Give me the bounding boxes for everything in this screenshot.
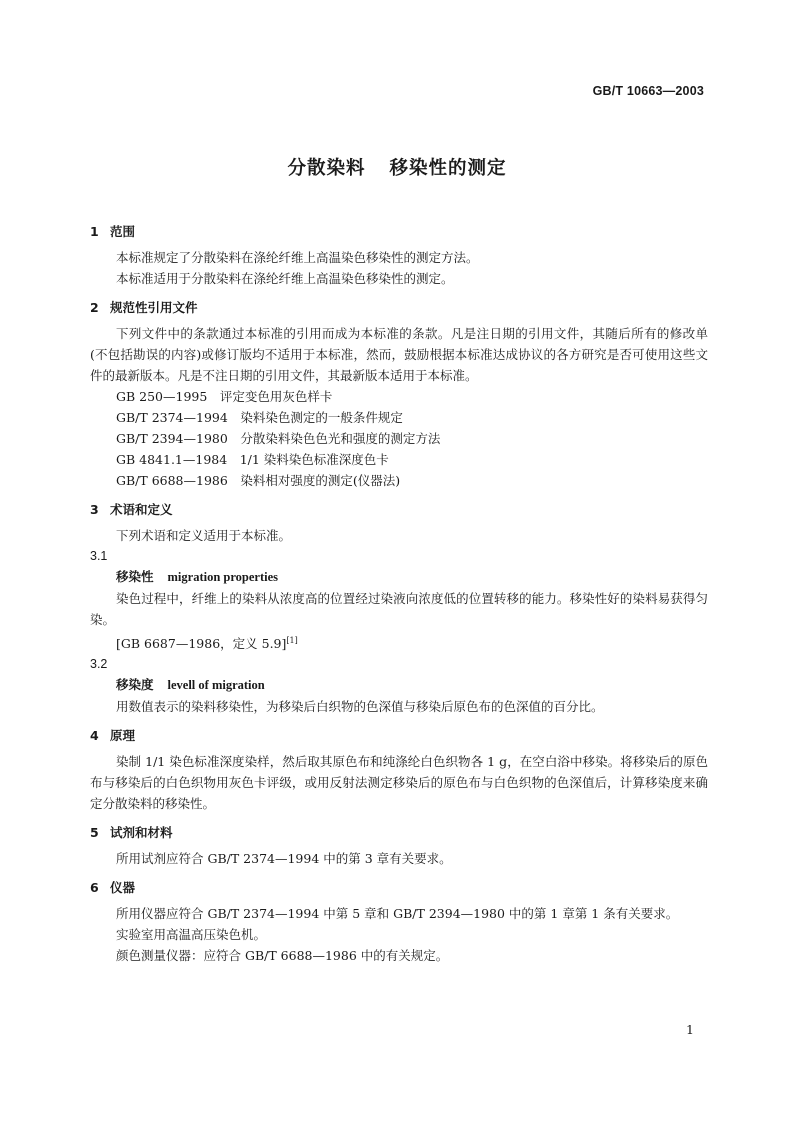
section-title: 规范性引用文件: [110, 300, 198, 315]
section-number: 5: [90, 825, 99, 841]
section-number: 3: [90, 502, 99, 517]
term-definition: 染色过程中，纤维上的染料从浓度高的位置经过染液向浓度低的位置转移的能力。移染性好的染料易获得匀染。: [90, 591, 708, 627]
term-heading: [90, 566, 708, 588]
paragraph: 本标准适用于分散染料在涤纶纤维上高温染色移染性的测定。: [116, 271, 454, 286]
term-zh: 移染性: [116, 569, 154, 584]
subclause-number: 3.2: [90, 657, 108, 672]
standard-code: GB/T 10663—2003: [592, 84, 704, 98]
term-citation: [90, 630, 708, 654]
paragraph: 染制 1/1 染色标准深度染样，然后取其原色布和纯涤纶白色织物各 1 g，在空白浴中移染。将移染后的原色布与移染后的白色织物用灰色卡评级，或用反射法测定移染后的原色布与白色织物的色深值后，计算移染度来确定分散染料的移染性。: [90, 754, 708, 812]
document-title: [0, 154, 794, 180]
term-en: levell of migration: [167, 678, 265, 693]
citation-footnote-mark: [1]: [286, 636, 298, 645]
reference-item: GB/T 2394—1980 分散染料染色色光和强度的测定方法: [116, 431, 441, 446]
page-number: 1: [686, 1022, 694, 1037]
section-heading-apparatus: [90, 878, 708, 898]
section-title: 原理: [110, 728, 136, 744]
section-heading-principle: [90, 726, 708, 746]
section-number: 2: [90, 300, 99, 315]
subclause-number: 3.1: [90, 549, 108, 563]
paragraph: 所用仪器应符合 GB/T 2374—1994 中第 5 章和 GB/T 2394—1980 中的第 1 章第 1 条有关要求。: [116, 906, 679, 922]
paragraph: 颜色测量仪器：应符合 GB/T 6688—1986 中的有关规定。: [116, 948, 449, 964]
term-en: migration properties: [167, 570, 279, 584]
reference-item: GB/T 6688—1986 染料相对强度的测定(仪器法): [116, 473, 401, 488]
section-title: 术语和定义: [110, 502, 173, 517]
paragraph: 下列术语和定义适用于本标准。: [116, 528, 292, 543]
title-part-1: 分散染料: [287, 158, 366, 179]
section-heading-reagents: [90, 823, 708, 843]
term-definition: 用数值表示的染料移染性，为移染后白织物的色深值与移染后原色布的色深值的百分比。: [116, 699, 604, 715]
paragraph: 实验室用高温高压染色机。: [116, 927, 267, 943]
section-title: 范围: [110, 224, 136, 239]
term-heading: [90, 674, 708, 696]
paragraph: 本标准规定了分散染料在涤纶纤维上高温染色移染性的测定方法。: [116, 250, 479, 265]
document-body: [90, 222, 708, 966]
section-number: 6: [90, 880, 99, 896]
title-part-2: 移染性的测定: [389, 158, 507, 179]
reference-item: GB 4841.1—1984 1/1 染料染色标准深度色卡: [116, 452, 389, 467]
paragraph: 所用试剂应符合 GB/T 2374—1994 中的第 3 章有关要求。: [116, 851, 452, 867]
citation-text: [GB 6687—1986，定义 5.9]: [116, 636, 287, 652]
section-number: 1: [90, 224, 99, 239]
section-heading-normative-references: [90, 298, 708, 318]
reference-item: GB/T 2374—1994 染料染色测定的一般条件规定: [116, 410, 403, 425]
section-heading-terms-definitions: [90, 500, 708, 520]
term-zh: 移染度: [116, 677, 154, 693]
reference-item: GB 250—1995 评定变色用灰色样卡: [116, 389, 333, 404]
paragraph: 下列文件中的条款通过本标准的引用而成为本标准的条款。凡是注日期的引用文件，其随后所有的修改单(不包括勘误的内容)或修订版均不适用于本标准，然而，鼓励根据本标准达成协议的各方研究是否可使用这些文件的最新版本。凡是不注日期的引用文件，其最新版本适用于本标准。: [90, 326, 708, 383]
section-number: 4: [90, 728, 99, 744]
section-heading-scope: [90, 222, 708, 242]
section-title: 仪器: [110, 880, 136, 896]
section-title: 试剂和材料: [110, 825, 173, 841]
